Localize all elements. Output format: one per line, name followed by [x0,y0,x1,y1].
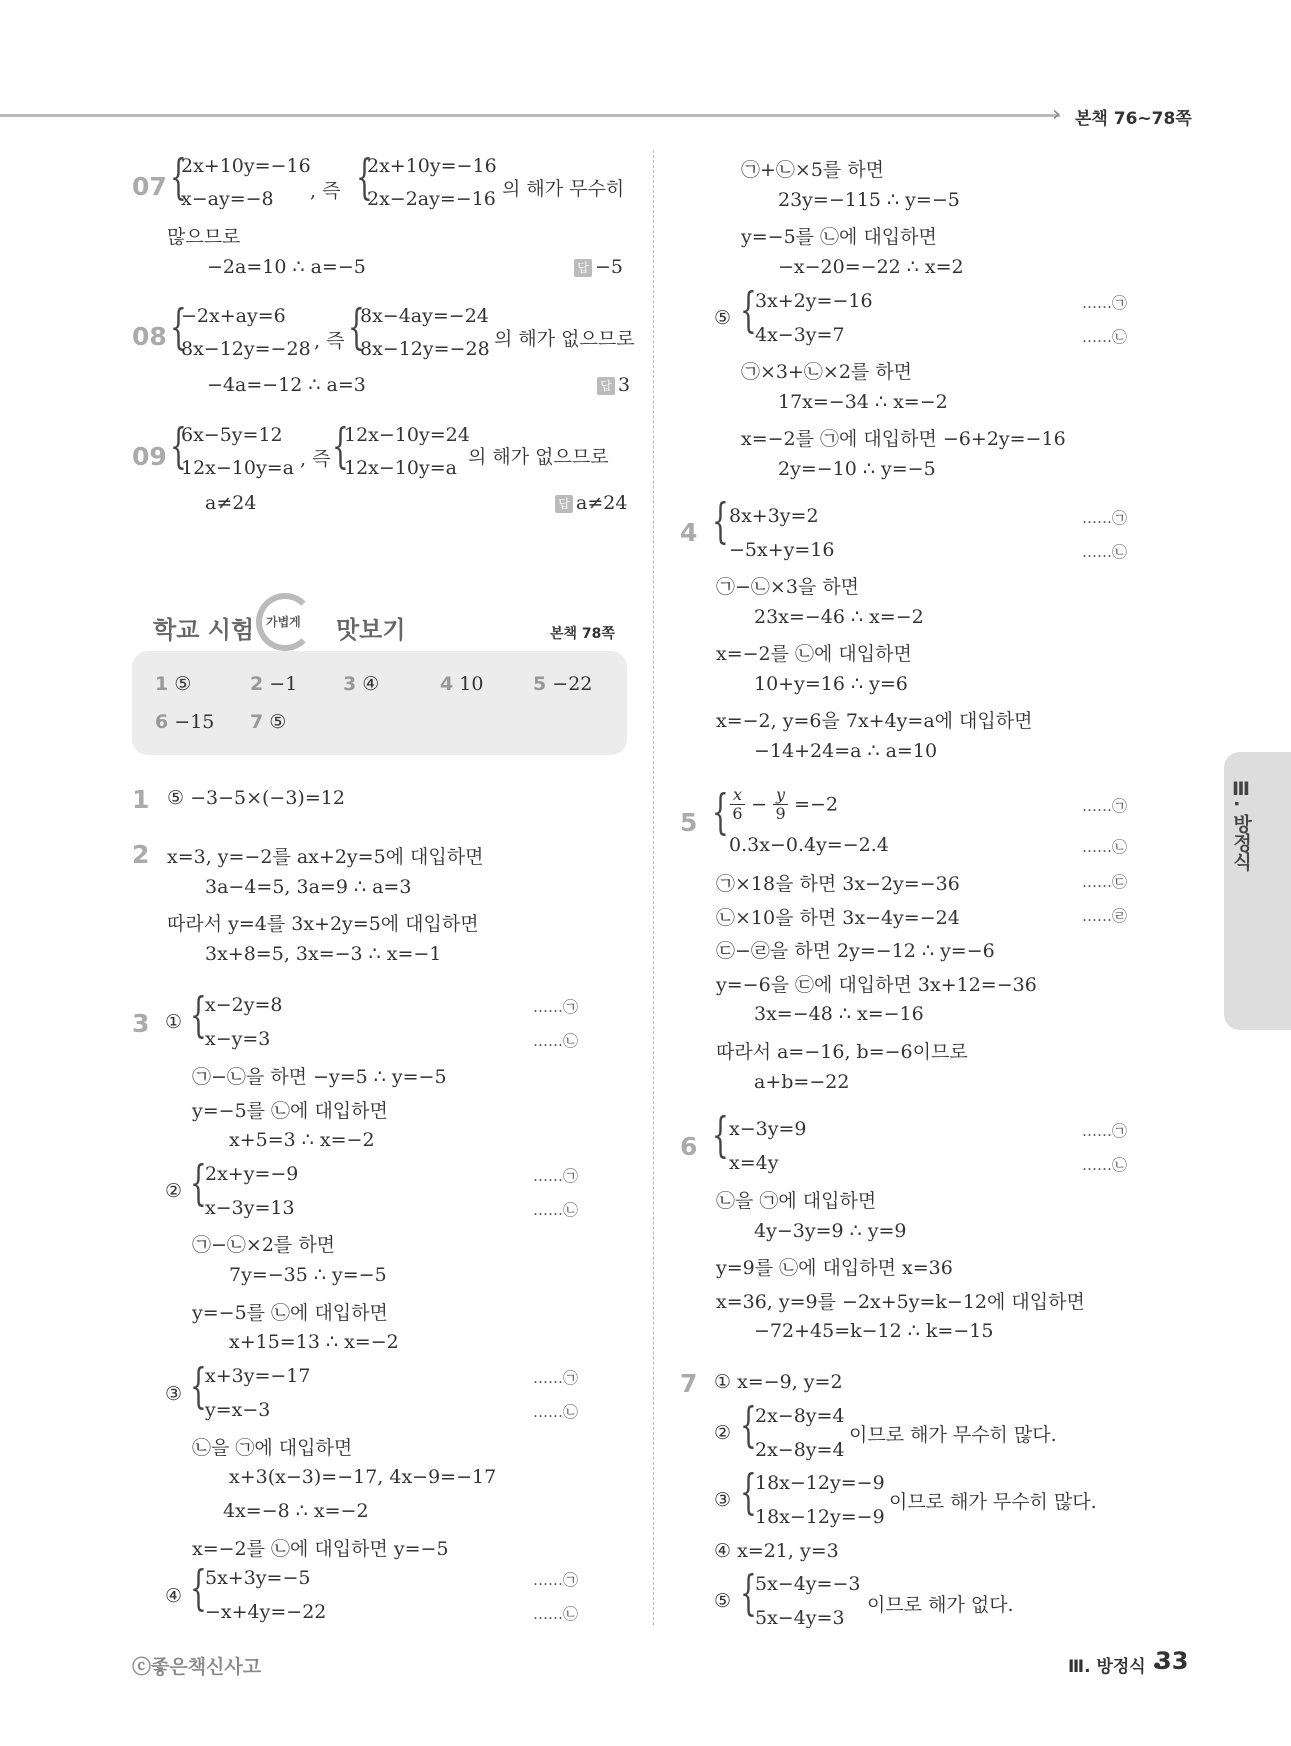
equation-marker: ……㉡ [533,1201,579,1219]
question-1-number: 1 [132,785,150,814]
text: x+3(x−3)=−17, 4x−9=−17 [229,1466,497,1488]
brace: { [740,1464,757,1520]
text: −72+45=k−12 ∴ k=−15 [754,1320,994,1342]
answer-value: 3 [618,374,631,396]
question-4-number: 4 [680,518,698,547]
equation-marker: ……㉣ [1082,907,1128,925]
column-divider [653,150,654,1625]
text: 의 해가 무수히 [502,178,625,200]
text: 이므로 해가 무수히 많다. [849,1424,1057,1446]
text: 의 해가 없으므로 [468,446,609,468]
text: x=−2를 ㉠에 대입하면 −6+2y=−16 [741,428,1066,450]
equation-marker: ……㉠ [1082,797,1128,815]
text: 3a−4=5, 3a=9 ∴ a=3 [205,876,412,898]
equation: 12x−10y=a [344,457,457,479]
footer-page-number: 33 [1155,1647,1189,1675]
text: 의 해가 없으므로 [494,328,635,350]
text: y=9를 ㉡에 대입하면 x=36 [716,1257,953,1279]
equation-marker: ……㉡ [1082,1156,1128,1174]
header-page-ref: 본책 76~78쪽 [1075,109,1192,129]
equation-marker: ……㉢ [1082,873,1128,891]
text: x+15=13 ∴ x=−2 [229,1331,399,1353]
equation: 12x−10y=a [181,457,294,479]
text: , 즉 [300,448,331,470]
section-title: 학교 시험 [153,616,255,644]
question-2-number: 2 [132,840,150,869]
equation: −5x+y=16 [729,539,835,561]
question-6-number: 6 [680,1132,698,1161]
equation-marker: ……㉡ [1082,328,1128,346]
problem-07-number: 07 [132,172,167,201]
option-mark: ③ [714,1489,732,1511]
text: 23y=−115 ∴ y=−5 [778,189,960,211]
text: 23x=−46 ∴ x=−2 [754,606,924,628]
equation: x=4y [729,1152,779,1174]
equation: 4x−3y=7 [755,324,845,346]
text: , 즉 [314,330,345,352]
equation: 3x+2y=−16 [755,290,873,312]
text: x=3, y=−2를 ax+2y=5에 대입하면 [167,846,484,868]
equation: 0.3x−0.4y=−2.4 [729,834,889,856]
text: y=−5를 ㉡에 대입하면 [192,1302,388,1324]
text: ㉠−㉡을 하면 −y=5 ∴ y=−5 [192,1066,447,1088]
text: ⑤ −3−5×(−3)=12 [167,787,345,809]
text: ㉠×18을 하면 3x−2y=−36 [716,873,960,895]
equation: 2x+10y=−16 [181,155,311,177]
option-mark: ⑤ [714,307,732,329]
option-mark: ② [714,1422,732,1444]
answer-summary-item: 5 −22 [533,673,593,695]
brace: { [740,282,757,338]
equation-marker: ……㉡ [533,1605,579,1623]
answer-summary-item: 7 ⑤ [250,711,287,733]
equation: 2x−8y=4 [755,1405,845,1427]
option-mark: ③ [165,1383,183,1405]
text: ㉠−㉡×2를 하면 [192,1234,336,1256]
text: x=−2를 ㉡에 대입하면 y=−5 [192,1538,449,1560]
text: , 즉 [310,180,341,202]
section-badge: 가볍게 [266,615,301,629]
text: 이므로 해가 없다. [867,1594,1014,1616]
equation: x−ay=−8 [181,188,274,210]
brace: { [170,418,187,474]
text: ④ x=21, y=3 [714,1540,839,1562]
text: y=−6을 ㉢에 대입하면 3x+12=−36 [716,974,1037,996]
calculation: −4a=−12 ∴ a=3 [207,374,366,396]
header-arrow-icon: › [1052,102,1061,127]
equation-marker: ……㉡ [1082,543,1128,561]
option-mark: ① [165,1011,183,1033]
equation: x−y=3 [205,1028,271,1050]
option-mark: ⑤ [714,1590,732,1612]
answer-summary-item: 4 10 [440,673,484,695]
equation-marker: ……㉠ [533,1369,579,1387]
equation: y=x−3 [205,1399,271,1421]
chapter-tab-label: Ⅲ. 방정식 [1230,778,1252,871]
text: 17x=−34 ∴ x=−2 [778,391,948,413]
text: ① x=−9, y=2 [714,1371,843,1393]
text: ㉡×10을 하면 3x−4y=−24 [716,907,960,929]
brace: { [170,149,187,205]
text: a+b=−22 [754,1071,850,1093]
brace: { [740,1397,757,1453]
text: 2y=−10 ∴ y=−5 [778,458,936,480]
brace: { [190,1358,207,1414]
equation-marker: ……㉠ [1082,1122,1128,1140]
text: 10+y=16 ∴ y=6 [754,673,908,695]
answer-summary-item: 2 −1 [250,673,298,695]
option-mark: ② [165,1180,183,1202]
text: ㉠+㉡×5를 하면 [741,159,885,181]
text: ㉡을 ㉠에 대입하면 [716,1190,877,1212]
brace: { [740,1565,757,1621]
brace: { [190,1155,207,1211]
answer-value: −5 [595,256,624,278]
text: 따라서 y=4를 3x+2y=5에 대입하면 [167,913,479,935]
equation: 18x−12y=−9 [755,1472,885,1494]
equation: 6x−5y=12 [181,424,283,446]
text: x=36, y=9를 −2x+5y=k−12에 대입하면 [716,1291,1085,1313]
equation-marker: ……㉠ [533,998,579,1016]
equation: 8x−4ay=−24 [360,305,489,327]
problem-09-number: 09 [132,442,167,471]
text: ㉠×3+㉡×2를 하면 [741,361,913,383]
answer-summary-item: 3 ④ [343,673,380,695]
answer [574,256,623,278]
brace: { [712,784,729,840]
text: 따라서 a=−16, b=−6이므로 [716,1041,968,1063]
text: x=−2를 ㉡에 대입하면 [716,643,912,665]
answer-summary-item: 6 −15 [155,711,215,733]
footer-chapter: Ⅲ. 방정식 • [1068,1657,1163,1677]
calculation: −2a=10 ∴ a=−5 [207,256,366,278]
text: y=−5를 ㉡에 대입하면 [192,1100,388,1122]
answer-summary-item: 1 ⑤ [155,673,192,695]
brace: { [332,418,349,474]
answer [555,492,627,514]
equation: 2x−8y=4 [755,1439,845,1461]
question-7-number: 7 [680,1369,698,1398]
brace: { [348,299,365,355]
equation: 18x−12y=−9 [755,1506,885,1528]
option-mark: ④ [165,1585,183,1607]
problem-08-number: 08 [132,322,167,351]
brace: { [712,493,729,549]
answer-mark: 답 [574,259,592,277]
text: y=−5를 ㉡에 대입하면 [741,226,937,248]
answer-mark: 답 [555,495,573,513]
brace: { [356,149,373,205]
question-3-number: 3 [132,1009,150,1038]
text: −14+24=a ∴ a=10 [754,740,938,762]
equation: x−3y=13 [205,1197,295,1219]
fraction-equation: $\frac{x}{6}$ − $\frac{y}{9}$ =−2 [730,786,838,823]
text: 3x=−48 ∴ x=−16 [754,1003,924,1025]
equation: 8x−12y=−28 [360,338,490,360]
equation: −2x+ay=6 [181,305,286,327]
equation: 12x−10y=24 [344,424,470,446]
brace: { [712,1107,729,1163]
equation-marker: ……㉠ [1082,294,1128,312]
equation: 5x−4y=3 [755,1607,845,1629]
text: ㉠−㉡×3을 하면 [716,576,860,598]
section-ref: 본책 78쪽 [550,626,615,642]
text: ㉡을 ㉠에 대입하면 [192,1437,353,1459]
equation-marker: ……㉠ [533,1571,579,1589]
text: x+5=3 ∴ x=−2 [229,1129,375,1151]
footer-publisher: ⓒ좋은책신사고 [132,1656,262,1678]
brace: { [170,299,187,355]
text: 4y−3y=9 ∴ y=9 [754,1220,907,1242]
equation-marker: ……㉡ [1082,838,1128,856]
header-rule [0,114,1060,117]
equation: x−2y=8 [205,994,283,1016]
text: 많으므로 [167,226,241,248]
text: 4x=−8 ∴ x=−2 [223,1500,369,1522]
section-title-b: 맛보기 [336,616,406,644]
text: ㉢−㉣을 하면 2y=−12 ∴ y=−6 [716,940,995,962]
equation: 5x−4y=−3 [755,1573,861,1595]
equation: −x+4y=−22 [205,1601,327,1623]
equation: 8x−12y=−28 [181,338,311,360]
equation-marker: ……㉠ [1082,509,1128,527]
equation-marker: ……㉡ [533,1032,579,1050]
equation-marker: ……㉠ [533,1167,579,1185]
equation: x+3y=−17 [205,1365,311,1387]
text: 7y=−35 ∴ y=−5 [229,1264,387,1286]
brace: { [190,1560,207,1616]
text: −x−20=−22 ∴ x=2 [778,256,964,278]
text: 이므로 해가 무수히 많다. [889,1491,1097,1513]
equation: 2x+10y=−16 [367,155,497,177]
equation-marker: ……㉡ [533,1403,579,1421]
text: 3x+8=5, 3x=−3 ∴ x=−1 [205,943,442,965]
equation: 5x+3y=−5 [205,1567,311,1589]
equation: 2x+y=−9 [205,1163,299,1185]
answer [597,374,630,396]
text: x=−2, y=6을 7x+4y=a에 대입하면 [716,710,1033,732]
question-5-number: 5 [680,808,698,837]
equation: 2x−2ay=−16 [367,188,496,210]
equation: x−3y=9 [729,1118,807,1140]
answer-summary-box [132,651,627,755]
calculation: a≠24 [205,492,257,514]
answer-mark: 답 [597,377,615,395]
answer-value: a≠24 [576,492,628,514]
brace: { [190,987,207,1043]
equation: 8x+3y=2 [729,505,819,527]
